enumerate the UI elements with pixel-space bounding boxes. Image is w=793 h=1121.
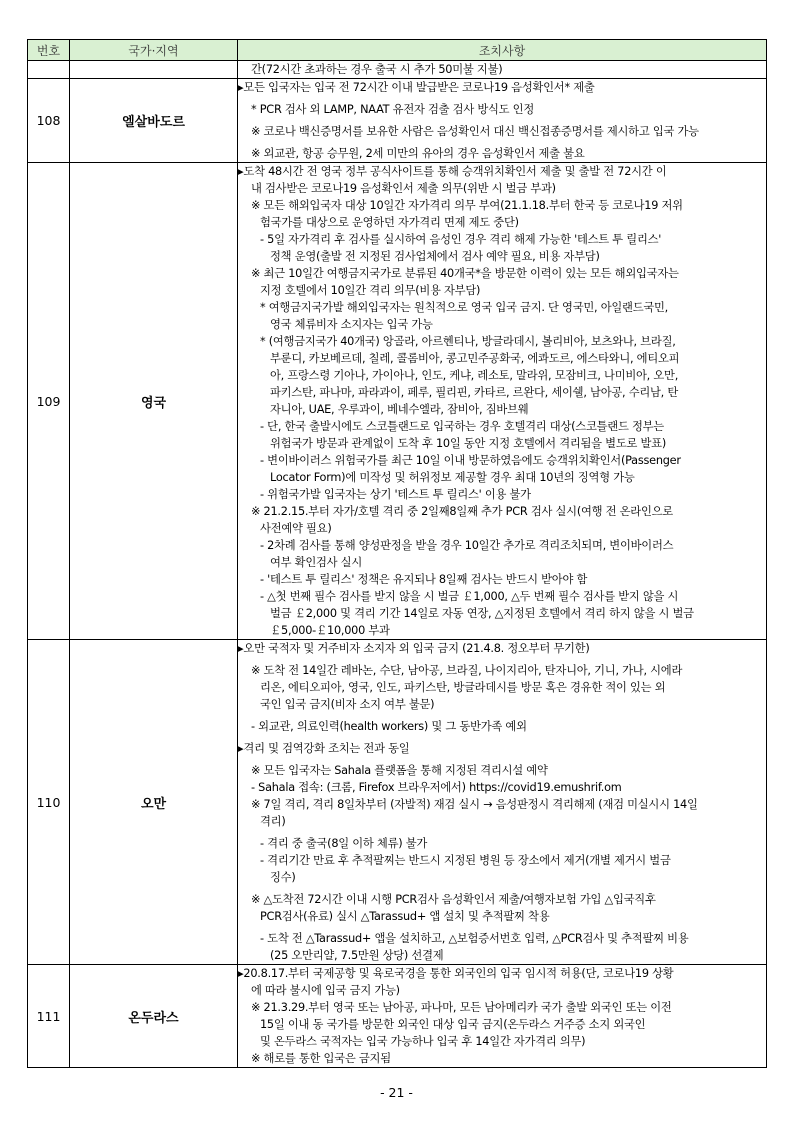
row-number: 108: [28, 79, 70, 163]
measure-line: ※ 코로나 백신증명서를 보유한 사람은 음성확인서 대신 백신접종증명서를 제시하고 입국 가능: [251, 125, 699, 138]
row-number: 111: [28, 965, 70, 1068]
measure-line: 징수): [270, 871, 296, 884]
table-row: [28, 79, 767, 163]
measure-line: ▸격리 및 검역강화 조치는 전과 동일: [238, 742, 410, 755]
measure-line: ￡5,000-￡10,000 부과: [270, 624, 390, 637]
measure-line: 위험국가 방문과 관계없이 도착 후 10일 동안 지정 호텔에서 격리됨을 별도로 발표): [270, 437, 666, 450]
measures-cell: [238, 79, 767, 163]
measure-line: * 여행금지국가발 해외입국자는 원칙적으로 영국 입국 금지. 단 영국민, 아일랜드국민,: [260, 301, 669, 314]
country-name: 영국: [70, 163, 238, 640]
row-number: [28, 61, 70, 79]
measure-line: ▸모든 입국자는 입국 전 72시간 이내 발급받은 코로나19 음성확인서* 제출: [238, 81, 595, 94]
measure-line: ▸도착 48시간 전 영국 정부 공식사이트를 통해 승객위치확인서 제출 및 출발 전 72시간 이: [238, 165, 667, 178]
country-name: 엘살바도르: [70, 79, 238, 163]
measure-line: - 외교관, 의료인력(health workers) 및 그 동반가족 예외: [251, 720, 527, 733]
country-name: 오만: [70, 640, 238, 965]
table-row: [28, 640, 767, 965]
measure-line: 자니아, UAE, 우루과이, 베네수엘라, 잠비아, 짐바브웨: [270, 403, 529, 416]
page-number: - 21 -: [380, 1085, 413, 1100]
measure-line: ※ 최근 10일간 여행금지국가로 분류된 40개국*을 방문한 이력이 있는 모든 해외입국자는: [251, 267, 679, 280]
measures-cell: [238, 965, 767, 1068]
table-header-row: [28, 40, 767, 61]
measure-line: 및 온두라스 국적자는 입국 가능하나 입국 후 14일간 자가격리 의무): [260, 1035, 586, 1048]
measure-line: PCR검사(유료) 실시 △Tarassud+ 앱 설치 및 추적팔찌 착용: [260, 910, 550, 923]
measure-line: ※ 21.3.29.부터 영국 또는 남아공, 파나마, 모든 남아메리카 국가 출발 외국인 또는 이전: [251, 1001, 672, 1014]
measure-line: - Sahala 접속: (크롬, Firefox 브라우저에서) https://covid19.emushrif.om: [251, 781, 622, 794]
measure-line: - 2차례 검사를 통해 양성판정을 받을 경우 10일간 추가로 격리조치되며, 변이바이러스: [260, 539, 674, 552]
measures-cell: [238, 163, 767, 640]
measure-line: 사전예약 필요): [260, 522, 332, 535]
measure-line: 간(72시간 초과하는 경우 출국 시 추가 50미불 지불): [251, 63, 503, 76]
measure-line: Locator Form)에 미작성 및 허위정보 제공할 경우 최대 10년의 징역형 가능: [270, 471, 635, 484]
measure-line: 험국가를 대상으로 운영하던 자가격리 면제 제도 중단): [260, 216, 519, 229]
measure-line: 국인 입국 금지(비자 소지 여부 불문): [260, 698, 435, 711]
measure-line: 격리): [260, 815, 286, 828]
row-number: 109: [28, 163, 70, 640]
measure-line: 정책 운영(출발 전 지정된 검사업체에서 검사 예약 필요, 비용 자부담): [270, 250, 600, 263]
measure-line: - 격리 중 출국(8일 이하 체류) 불가: [260, 837, 428, 850]
measure-line: * PCR 검사 외 LAMP, NAAT 유전자 검출 검사 방식도 인정: [251, 103, 534, 116]
measure-line: ▸오만 국적자 및 거주비자 소지자 외 입국 금지 (21.4.8. 정오부터 무기한): [238, 642, 590, 655]
measure-line: - 단, 한국 출발시에도 스코틀랜드로 입국하는 경우 호텔격리 대상(스코틀랜드 정부는: [260, 420, 664, 433]
measure-line: - 격리기간 만료 후 추적팔찌는 반드시 지정된 병원 등 장소에서 제거(개별 제거시 벌금: [260, 854, 671, 867]
measures-cell: [238, 61, 767, 79]
measure-line: ※ 21.2.15.부터 자가/호텔 격리 중 2일째8일째 추가 PCR 검사 실시(여행 전 온라인으로: [251, 505, 673, 518]
row-number: 110: [28, 640, 70, 965]
measure-line: - '테스트 투 릴리스' 정책은 유지되나 8일째 검사는 반드시 받아야 함: [260, 573, 588, 586]
measures-table: [27, 39, 767, 1068]
table-body: [28, 61, 767, 1068]
measure-line: 아, 프랑스령 기아나, 가이아나, 인도, 케냐, 레소토, 말라위, 모잠비크, 나미비아, 오만,: [270, 369, 679, 382]
measure-line: ※ 해로를 통한 입국은 금지됨: [251, 1052, 391, 1065]
measure-line: - 변이바이러스 위험국가를 최근 10일 이내 방문하였음에도 승객위치확인서(Passenger: [260, 454, 681, 467]
measure-line: ※ 모든 입국자는 Sahala 플랫폼을 통해 지정된 격리시설 예약: [251, 764, 548, 777]
measures-cell: [238, 640, 767, 965]
measure-line: - 5일 자가격리 후 검사를 실시하여 음성인 경우 격리 해제 가능한 '테스트 투 릴리스': [260, 233, 662, 246]
measure-line: 지정 호텔에서 10일간 격리 의무(비용 자부담): [260, 284, 481, 297]
measure-line: 부룬디, 카보베르데, 칠레, 콜롬비아, 콩고민주공화국, 에콰도르, 에스타와니, 에티오피: [270, 352, 680, 365]
measure-line: 에 따라 불시에 입국 금지 가능): [251, 984, 400, 997]
country-name: [70, 61, 238, 79]
measure-line: ※ 7일 격리, 격리 8일차부터 (자발적) 재검 실시 → 음성판정시 격리해제 (재검 미실시시 14일: [251, 798, 698, 811]
measure-line: (25 오만리얄, 7.5만원 상당) 선결제: [270, 949, 444, 962]
measure-line: 벌금 ￡2,000 및 격리 기간 14일로 자동 연장, △지정된 호텔에서 격리 하지 않을 시 벌금: [270, 607, 694, 620]
measure-line: 내 검사받은 코로나19 음성확인서 제출 의무(위반 시 벌금 부과): [251, 182, 556, 195]
table-row: [28, 163, 767, 640]
header-measures: 조치사항: [238, 40, 767, 61]
measure-line: ※ 도착 전 14일간 레바논, 수단, 남아공, 브라질, 나이지리아, 탄자니아, 기니, 가나, 시에라: [251, 664, 683, 677]
measure-line: ※ 모든 해외입국자 대상 10일간 자가격리 의무 부여(21.1.18.부터 한국 등 코로나19 저위: [251, 199, 683, 212]
measure-line: - 도착 전 △Tarassud+ 앱을 설치하고, △보험증서번호 입력, △PCR검사 및 추적팔찌 비용: [260, 932, 689, 945]
measure-line: 여부 확인검사 실시: [270, 556, 362, 569]
header-no: 번호: [28, 40, 70, 61]
measure-line: ※ △도착전 72시간 이내 시행 PCR검사 음성확인서 제출/여행자보험 가입 △입국직후: [251, 893, 656, 906]
measure-line: 영국 체류비자 소지자는 입국 가능: [270, 318, 433, 331]
measure-line: * (여행금지국가 40개국) 앙골라, 아르헨티나, 방글라데시, 볼리비아, 보츠와나, 브라질,: [260, 335, 676, 348]
measure-line: - △첫 번째 필수 검사를 받지 않을 시 벌금 ￡1,000, △두 번째 필수 검사를 받지 않을 시: [260, 590, 679, 603]
table-row: [28, 965, 767, 1068]
measure-line: 리온, 에티오피아, 영국, 인도, 파키스탄, 방글라데시를 방문 혹은 경유한 적이 있는 외: [260, 681, 666, 694]
measure-line: - 위험국가발 입국자는 상기 '테스트 투 릴리스' 이용 불가: [260, 488, 531, 501]
table-row: [28, 61, 767, 79]
measure-line: 파키스탄, 파나마, 파라과이, 페루, 필리핀, 카타르, 르완다, 세이쉘, 남아공, 수리남, 탄: [270, 386, 679, 399]
country-name: 온두라스: [70, 965, 238, 1068]
header-country: 국가·지역: [70, 40, 238, 61]
measure-line: ※ 외교관, 항공 승무원, 2세 미만의 유아의 경우 음성확인서 제출 불요: [251, 147, 585, 160]
measure-line: ▸20.8.17.부터 국제공항 및 육로국경을 통한 외국인의 입국 임시적 허용(단, 코로나19 상황: [238, 967, 674, 980]
measure-line: 15일 이내 동 국가를 방문한 외국인 대상 입국 금지(온두라스 거주증 소지 외국인: [260, 1018, 646, 1031]
